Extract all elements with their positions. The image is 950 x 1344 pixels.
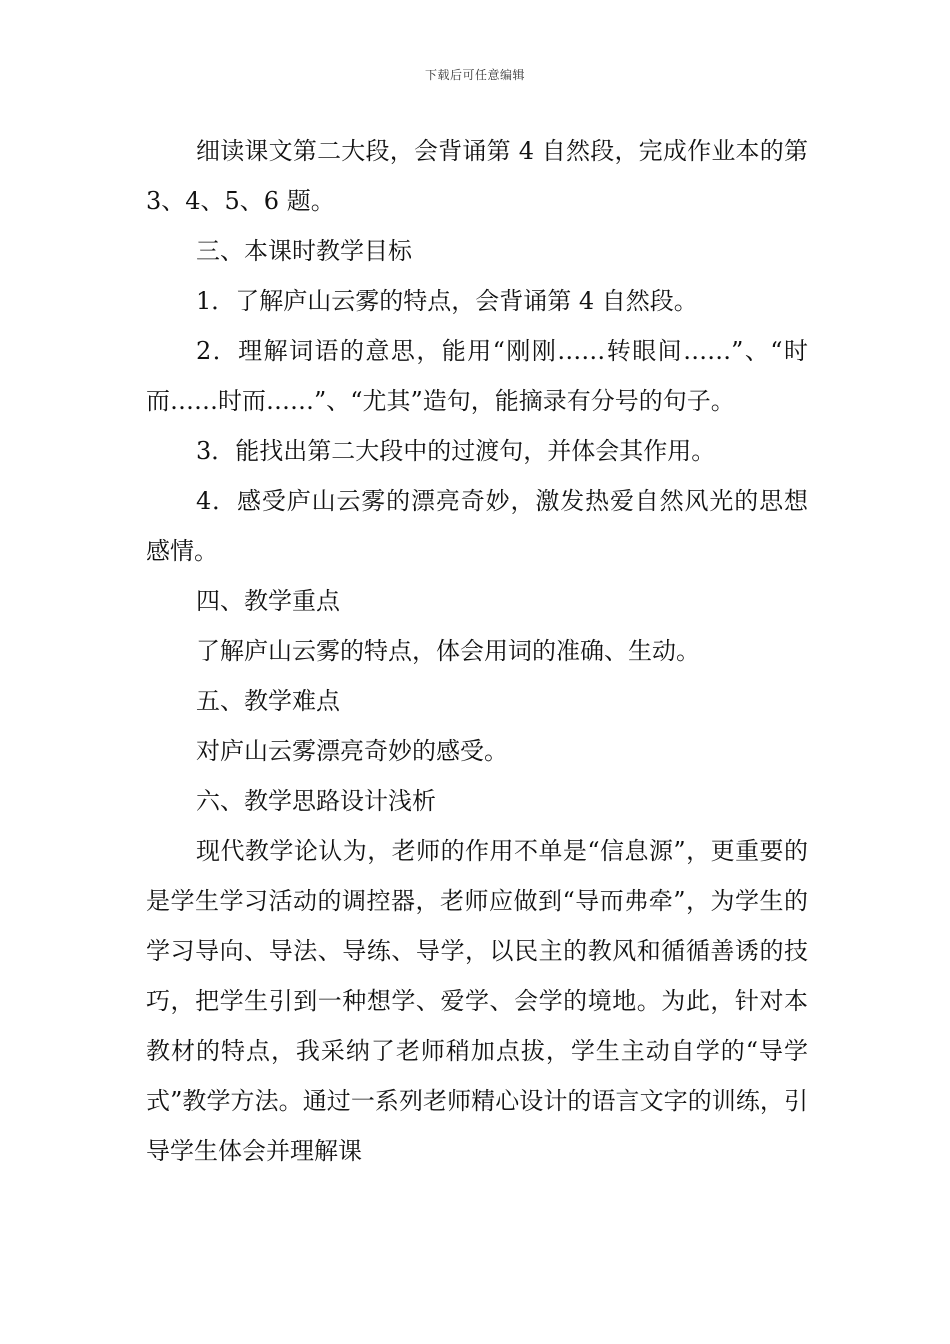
paragraph-difficulty: 对庐山云雾漂亮奇妙的感受。 xyxy=(196,737,508,765)
section-heading-design-analysis: 六、教学思路设计浅析 xyxy=(196,787,436,815)
paragraph-homework: 细读课文第二大段，会背诵第 4 自然段，完成作业本的第 3、4、5、6 题。 xyxy=(146,137,808,215)
goal-item-4: 4．感受庐山云雾的漂亮奇妙，激发热爱自然风光的思想感情。 xyxy=(146,487,808,565)
document-body xyxy=(146,126,808,1176)
page-header-note: 下载后可任意编辑 xyxy=(424,68,525,82)
paragraph-design-analysis: 现代教学论认为，老师的作用不单是“信息源”，更重要的是学生学习活动的调控器，老师应做到“导而弗牵”，为学生的学习导向、导法、导练、导学，以民主的教风和循循善诱的技巧，把学生引到一种想学、爱学、会学的境地。为此，针对本教材的特点，我采纳了老师稍加点拔，学生主动自学的“导学式”教学方法。通过一系列老师精心设计的语言文字的训练，引导学生体会并理解课 xyxy=(146,837,808,1165)
section-heading-difficulty: 五、教学难点 xyxy=(196,687,340,715)
paragraph-key-points: 了解庐山云雾的特点，体会用词的准确、生动。 xyxy=(196,637,700,665)
section-heading-goals: 三、本课时教学目标 xyxy=(196,237,412,265)
goal-item-2: 2．理解词语的意思，能用“刚刚……转眼间……”、“时而……时而……”、“尤其”造句，能摘录有分号的句子。 xyxy=(146,337,808,415)
goal-item-1: 1．了解庐山云雾的特点，会背诵第 4 自然段。 xyxy=(196,287,698,315)
goal-item-3: 3．能找出第二大段中的过渡句，并体会其作用。 xyxy=(196,437,716,465)
section-heading-key-points: 四、教学重点 xyxy=(196,587,340,615)
